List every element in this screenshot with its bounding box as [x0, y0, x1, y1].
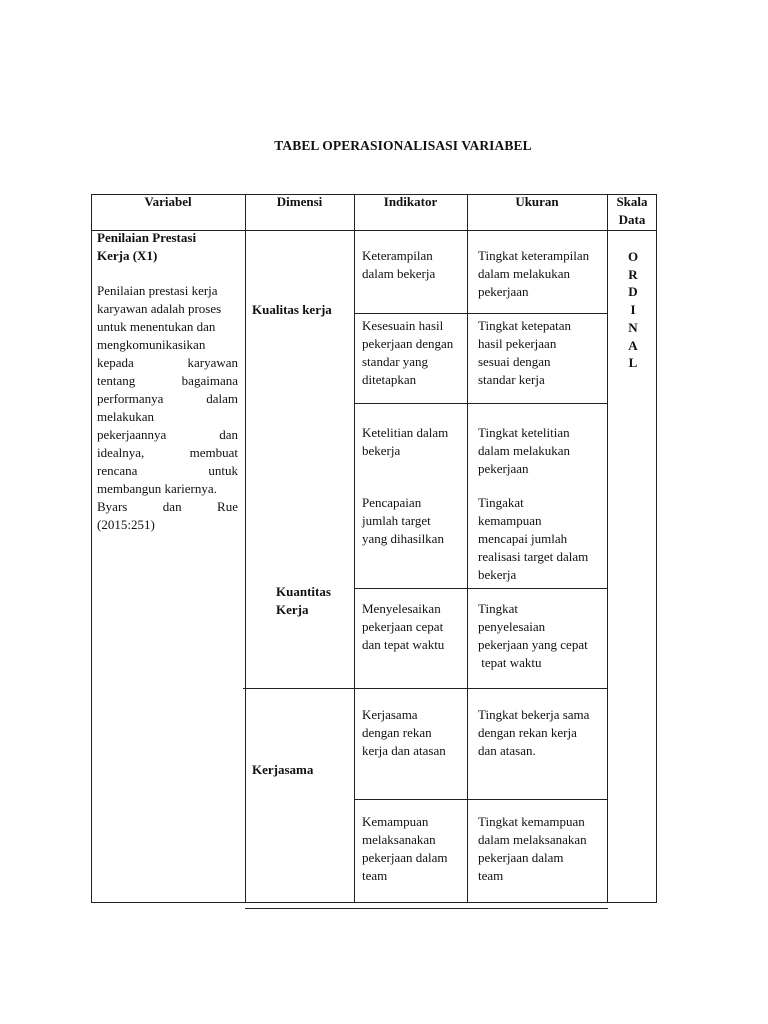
ukuran-line: penyelesaian: [478, 619, 546, 634]
indikator-cell: [362, 424, 466, 460]
indikator-line: standar yang: [362, 354, 429, 369]
dimensi-kuantitas-line1: Kuantitas: [276, 584, 331, 599]
ukuran-line: dalam melakukan: [478, 443, 571, 458]
definition-line: kepada karyawan: [97, 355, 238, 370]
indikator-cell: [362, 706, 466, 760]
indikator-line: dan tepat waktu: [362, 637, 445, 652]
ukuran-cell: [478, 317, 606, 389]
ukuran-cell: [478, 247, 606, 301]
ukuran-line: standar kerja: [478, 372, 545, 387]
indikator-line: jumlah target: [362, 513, 431, 528]
row-divider: [354, 799, 607, 800]
bottom-rule: [245, 908, 608, 909]
definition-line: karyawan adalah proses: [97, 301, 222, 316]
definition-line: mengkomunikasikan: [97, 337, 206, 352]
ukuran-cell: [478, 813, 606, 885]
header-indikator: Indikator: [383, 194, 438, 209]
ukuran-line: realisasi target dalam: [478, 549, 589, 564]
indikator-cell: [362, 247, 466, 283]
ukuran-cell: [478, 424, 606, 478]
skala-letter: D: [628, 284, 638, 300]
ukuran-line: Tingkat: [478, 601, 518, 616]
ukuran-line: dalam melaksanakan: [478, 832, 587, 847]
definition-line: pekerjaannya dan: [97, 427, 238, 442]
indikator-line: dengan rekan: [362, 725, 432, 740]
dimensi-kuantitas: [276, 583, 352, 619]
dimensi-kerjasama: Kerjasama: [252, 762, 314, 777]
ukuran-line: Tingkat kemampuan: [478, 814, 585, 829]
header-skala-data: [607, 193, 657, 229]
ukuran-line: Tingkat bekerja sama: [478, 707, 590, 722]
definition-line: performanya dalam: [97, 391, 238, 406]
col-divider-variabel: [245, 194, 246, 903]
variabel-name-line2: Kerja (X1): [97, 248, 158, 263]
definition-line: untuk menentukan dan: [97, 319, 216, 334]
ukuran-line: Tingkat keterampilan: [478, 248, 590, 263]
indikator-line: Menyelesaikan: [362, 601, 441, 616]
ukuran-cell: [478, 494, 606, 584]
header-variabel: Variabel: [144, 194, 192, 209]
ukuran-cell: [478, 600, 606, 672]
header-dimensi: Dimensi: [276, 194, 323, 209]
skala-letter: R: [628, 266, 638, 282]
definition-line: membangun kariernya.: [97, 481, 217, 496]
definition-line: rencana untuk: [97, 463, 238, 478]
ukuran-line: tepat waktu: [478, 655, 542, 670]
ukuran-line: pekerjaan yang cepat: [478, 637, 588, 652]
definition-line: (2015:251): [97, 517, 155, 532]
indikator-line: bekerja: [362, 443, 401, 458]
skala-letter: N: [628, 319, 638, 335]
dimension-divider: [243, 688, 607, 689]
ukuran-line: Tingkat ketelitian: [478, 425, 570, 440]
ukuran-line: Tingkat ketepatan: [478, 318, 572, 333]
indikator-line: dalam bekerja: [362, 266, 436, 281]
skala-letter: L: [628, 355, 638, 371]
header-skala-line2: Data: [618, 212, 646, 227]
variabel-definition: [97, 282, 238, 534]
ukuran-line: dan atasan.: [478, 743, 536, 758]
col-divider-dimensi: [354, 194, 355, 903]
indikator-line: Kemampuan: [362, 814, 429, 829]
header-skala-line1: Skala: [616, 194, 648, 209]
dimensi-kuantitas-line2: Kerja: [276, 602, 309, 617]
indikator-line: melaksanakan: [362, 832, 436, 847]
definition-line: Byars dan Rue: [97, 499, 238, 514]
indikator-line: Kesesuain hasil: [362, 318, 444, 333]
ukuran-line: pekerjaan: [478, 461, 529, 476]
row-divider: [354, 403, 607, 404]
indikator-line: ditetapkan: [362, 372, 417, 387]
col-divider-ukuran: [607, 194, 608, 903]
skala-letter: O: [627, 249, 639, 264]
page-title: TABEL OPERASIONALISASI VARIABEL: [274, 138, 532, 153]
ukuran-line: Tingakat: [478, 495, 524, 510]
ukuran-line: hasil pekerjaan: [478, 336, 557, 351]
indikator-line: Keterampilan: [362, 248, 433, 263]
indikator-line: kerja dan atasan: [362, 743, 446, 758]
indikator-line: team: [362, 868, 388, 883]
dimensi-kualitas: Kualitas kerja: [252, 302, 332, 317]
definition-line: Penilaian prestasi kerja: [97, 283, 218, 298]
skala-letter: I: [630, 302, 636, 318]
ukuran-line: dengan rekan kerja: [478, 725, 577, 740]
variabel-name: [97, 229, 242, 265]
row-divider: [354, 588, 607, 589]
indikator-line: yang dihasilkan: [362, 531, 444, 546]
indikator-line: pekerjaan dalam: [362, 850, 448, 865]
ukuran-line: dalam melakukan: [478, 266, 571, 281]
ukuran-line: bekerja: [478, 567, 517, 582]
indikator-cell: [362, 317, 466, 389]
indikator-line: Pencapaian: [362, 495, 422, 510]
skala-ordinal: [611, 248, 655, 372]
indikator-line: Kerjasama: [362, 707, 418, 722]
ukuran-line: pekerjaan dalam: [478, 850, 564, 865]
col-divider-indikator: [467, 194, 468, 903]
definition-line: idealnya, membuat: [97, 445, 238, 460]
variabel-name-line1: Penilaian Prestasi: [97, 230, 197, 245]
indikator-line: pekerjaan cepat: [362, 619, 444, 634]
ukuran-line: pekerjaan: [478, 284, 529, 299]
definition-line: melakukan: [97, 409, 155, 424]
indikator-cell: [362, 494, 466, 548]
header-ukuran: Ukuran: [515, 194, 559, 209]
ukuran-cell: [478, 706, 606, 760]
row-divider: [354, 313, 607, 314]
definition-line: tentang bagaimana: [97, 373, 238, 388]
indikator-line: pekerjaan dengan: [362, 336, 454, 351]
ukuran-line: kemampuan: [478, 513, 542, 528]
indikator-line: Ketelitian dalam: [362, 425, 449, 440]
ukuran-line: team: [478, 868, 504, 883]
ukuran-line: sesuai dengan: [478, 354, 551, 369]
ukuran-line: mencapai jumlah: [478, 531, 568, 546]
indikator-cell: [362, 600, 466, 654]
indikator-cell: [362, 813, 466, 885]
skala-letter: A: [628, 337, 638, 353]
